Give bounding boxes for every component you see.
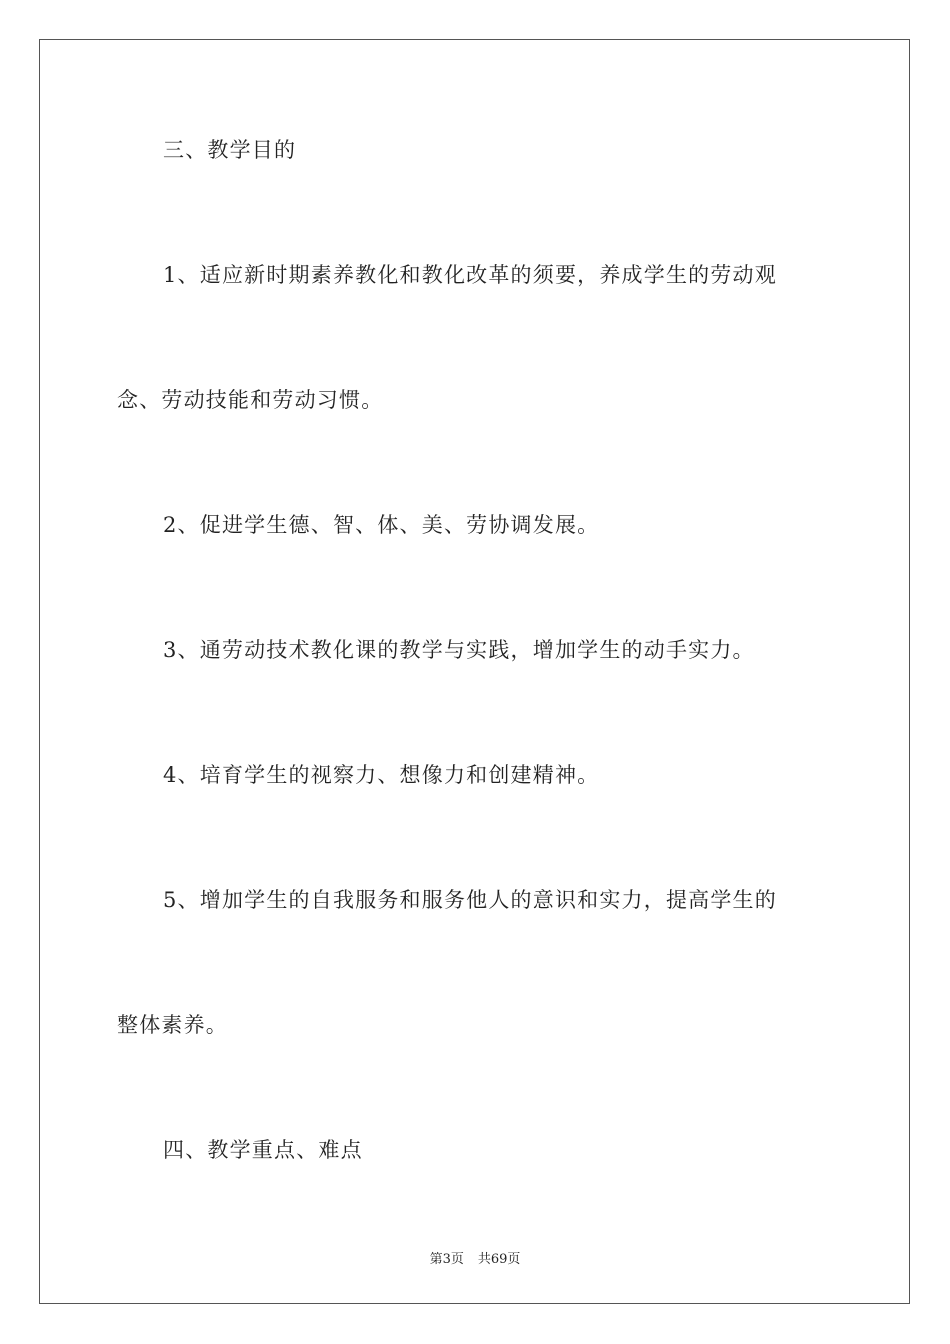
section-heading-key-points: 四、教学重点、难点 <box>163 1138 363 1162</box>
paragraph-goal-5-line-1: 5、增加学生的自我服务和服务他人的意识和实力，提高学生的 <box>163 888 777 912</box>
paragraph-goal-2: 2、促进学生德、智、体、美、劳协调发展。 <box>163 513 600 537</box>
paragraph-goal-5-line-2: 整体素养。 <box>117 1013 228 1037</box>
page-footer <box>0 1248 950 1267</box>
paragraph-goal-4: 4、培育学生的视察力、想像力和创建精神。 <box>163 763 600 787</box>
paragraph-goal-1-line-2: 念、劳动技能和劳动习惯。 <box>117 388 384 412</box>
page-number: 第3页 <box>429 1252 464 1267</box>
section-heading-teaching-goals: 三、教学目的 <box>163 138 297 162</box>
paragraph-goal-1-line-1: 1、适应新时期素养教化和教化改革的须要，养成学生的劳动观 <box>163 263 777 287</box>
paragraph-goal-3: 3、通劳动技术教化课的教学与实践，增加学生的动手实力。 <box>163 638 755 662</box>
page-border <box>39 39 910 1304</box>
total-pages: 共69页 <box>477 1252 521 1267</box>
